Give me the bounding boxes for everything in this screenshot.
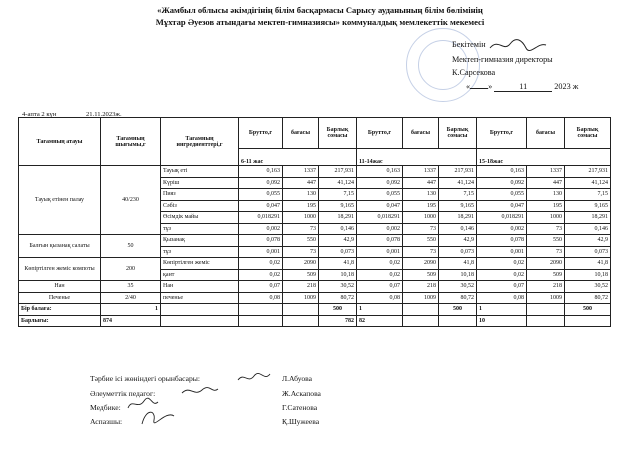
cell-price: 73 bbox=[403, 246, 439, 258]
signature-name-1: Л.Абуова bbox=[282, 374, 312, 383]
cell-gross: 0,047 bbox=[357, 200, 403, 212]
signature-role-2: Әлеуметтік педагог: bbox=[90, 389, 156, 398]
cell-gross: 0,078 bbox=[357, 235, 403, 247]
cell-total: 41,8 bbox=[439, 258, 477, 270]
col-price-2: бағасы bbox=[403, 118, 439, 149]
cell-total: 41,124 bbox=[319, 177, 357, 189]
cell-price: 1009 bbox=[403, 292, 439, 304]
signature-role-1: Тәрбие ісі жөніндегі орынбасары: bbox=[90, 374, 200, 383]
empty-cell bbox=[565, 315, 611, 327]
cell-price: 1000 bbox=[403, 212, 439, 224]
ingredient-name: Сәбіз bbox=[161, 200, 239, 212]
director-signature bbox=[488, 36, 548, 54]
date-month: 11 bbox=[494, 82, 552, 92]
empty-cell bbox=[403, 304, 439, 316]
ingredient-name: печенье bbox=[161, 292, 239, 304]
one-portion-value: 1 bbox=[357, 304, 403, 316]
cell-price: 509 bbox=[527, 269, 565, 281]
cell-total: 80,72 bbox=[565, 292, 611, 304]
cell-total: 80,72 bbox=[319, 292, 357, 304]
cell-total: 18,291 bbox=[439, 212, 477, 224]
table-row bbox=[19, 258, 611, 270]
cell-gross: 0,002 bbox=[239, 223, 283, 235]
table-row bbox=[19, 292, 611, 304]
cell-gross: 0,018291 bbox=[477, 212, 527, 224]
cell-total: 42,9 bbox=[439, 235, 477, 247]
ingredient-name: тұз bbox=[161, 223, 239, 235]
cell-total: 42,9 bbox=[319, 235, 357, 247]
empty-cell bbox=[239, 315, 283, 327]
cell-price: 2090 bbox=[527, 258, 565, 270]
dish-yield: 40/230 bbox=[101, 166, 161, 235]
totals-count: 874 bbox=[101, 315, 161, 327]
approval-label: Бекітемін bbox=[452, 40, 486, 49]
cell-price: 1000 bbox=[283, 212, 319, 224]
cell-price: 195 bbox=[283, 200, 319, 212]
cell-gross: 0,02 bbox=[477, 269, 527, 281]
col-total-3: Барлық сомасы bbox=[565, 118, 611, 149]
cell-gross: 0,047 bbox=[477, 200, 527, 212]
cell-gross: 0,055 bbox=[357, 189, 403, 201]
cell-price: 73 bbox=[527, 223, 565, 235]
cell-total: 0,073 bbox=[319, 246, 357, 258]
cell-price: 1337 bbox=[403, 166, 439, 178]
date-year: 2023 ж bbox=[554, 82, 579, 91]
cell-total: 9,165 bbox=[439, 200, 477, 212]
cell-gross: 0,055 bbox=[477, 189, 527, 201]
dish-name: Печенье bbox=[19, 292, 101, 304]
dish-yield: 35 bbox=[101, 281, 161, 293]
cell-price: 218 bbox=[403, 281, 439, 293]
cell-price: 130 bbox=[283, 189, 319, 201]
empty-cell bbox=[239, 304, 283, 316]
ingredient-name: Көпіртілген жеміс bbox=[161, 258, 239, 270]
empty-cell bbox=[439, 315, 477, 327]
signature-role-4: Аспазшы: bbox=[90, 417, 123, 426]
cell-gross: 0,001 bbox=[239, 246, 283, 258]
date-day bbox=[470, 88, 488, 89]
cell-total: 30,52 bbox=[565, 281, 611, 293]
pedagog-signature bbox=[180, 384, 220, 398]
cell-price: 550 bbox=[283, 235, 319, 247]
ingredient-name: Нан bbox=[161, 281, 239, 293]
cell-total: 41,8 bbox=[565, 258, 611, 270]
cook-signature bbox=[138, 406, 178, 428]
cell-total: 217,931 bbox=[565, 166, 611, 178]
totals-value: 82 bbox=[357, 315, 403, 327]
cell-gross: 0,163 bbox=[239, 166, 283, 178]
menu-date: 21.11.2023ж. bbox=[86, 111, 122, 118]
cell-gross: 0,07 bbox=[239, 281, 283, 293]
col-total-2: Барлық сомасы bbox=[439, 118, 477, 149]
cell-gross: 0,02 bbox=[477, 258, 527, 270]
cell-gross: 0,001 bbox=[357, 246, 403, 258]
cell-gross: 0,02 bbox=[357, 269, 403, 281]
cell-gross: 0,02 bbox=[239, 269, 283, 281]
cell-price: 447 bbox=[403, 177, 439, 189]
cell-total: 18,291 bbox=[319, 212, 357, 224]
cell-total: 41,124 bbox=[439, 177, 477, 189]
empty-cell bbox=[161, 304, 239, 316]
header-line-1: «Жамбыл облысы әкімдігінің білім басқармасы Сарысу ауданының білім бөлімінің bbox=[157, 5, 483, 15]
ingredient-name: Қызанақ bbox=[161, 235, 239, 247]
cell-gross: 0,092 bbox=[239, 177, 283, 189]
one-portion-row bbox=[19, 304, 611, 316]
dish-yield: 50 bbox=[101, 235, 161, 258]
cell-price: 195 bbox=[403, 200, 439, 212]
totals-row bbox=[19, 315, 611, 327]
cell-price: 73 bbox=[403, 223, 439, 235]
cell-total: 30,52 bbox=[439, 281, 477, 293]
col-total-1: Барлық сомасы bbox=[319, 118, 357, 149]
dish-name: Тауық етінен палау bbox=[19, 166, 101, 235]
cell-price: 218 bbox=[283, 281, 319, 293]
empty-cell bbox=[283, 304, 319, 316]
dish-name: Нан bbox=[19, 281, 101, 293]
age-group-2: 11-14жас bbox=[357, 149, 477, 166]
cell-total: 0,146 bbox=[565, 223, 611, 235]
menu-table bbox=[18, 117, 611, 327]
cell-price: 550 bbox=[527, 235, 565, 247]
cell-price: 1337 bbox=[283, 166, 319, 178]
signature-role-3: Медбике: bbox=[90, 403, 121, 412]
ingredient-name: тұз bbox=[161, 246, 239, 258]
cell-total: 9,165 bbox=[319, 200, 357, 212]
cell-gross: 0,078 bbox=[239, 235, 283, 247]
cell-price: 73 bbox=[527, 246, 565, 258]
cell-total: 41,124 bbox=[565, 177, 611, 189]
col-yield: Тағамның шығымы,г bbox=[101, 118, 161, 166]
dish-yield: 2/40 bbox=[101, 292, 161, 304]
cell-price: 130 bbox=[403, 189, 439, 201]
ingredient-name: Пияз bbox=[161, 189, 239, 201]
week-day: 4-апта 2 күн bbox=[22, 111, 57, 118]
cell-gross: 0,07 bbox=[357, 281, 403, 293]
approval-date: « » 11 2023 ж bbox=[466, 82, 579, 91]
cell-price: 2090 bbox=[283, 258, 319, 270]
col-name: Тағамның атауы bbox=[19, 118, 101, 166]
table-row bbox=[19, 166, 611, 178]
cell-total: 41,8 bbox=[319, 258, 357, 270]
one-portion-value: 500 bbox=[439, 304, 477, 316]
deputy-signature bbox=[236, 370, 272, 386]
cell-price: 550 bbox=[403, 235, 439, 247]
cell-total: 80,72 bbox=[439, 292, 477, 304]
cell-price: 447 bbox=[527, 177, 565, 189]
cell-gross: 0,092 bbox=[477, 177, 527, 189]
cell-gross: 0,092 bbox=[357, 177, 403, 189]
cell-price: 73 bbox=[283, 246, 319, 258]
cell-total: 0,146 bbox=[319, 223, 357, 235]
one-portion-count: 1 bbox=[101, 304, 161, 316]
cell-price: 509 bbox=[403, 269, 439, 281]
cell-gross: 0,002 bbox=[357, 223, 403, 235]
cell-gross: 0,08 bbox=[477, 292, 527, 304]
cell-price: 1000 bbox=[527, 212, 565, 224]
cell-gross: 0,047 bbox=[239, 200, 283, 212]
dish-name: Балғын қызанақ салаты bbox=[19, 235, 101, 258]
cell-total: 10,18 bbox=[565, 269, 611, 281]
cell-gross: 0,018291 bbox=[239, 212, 283, 224]
cell-total: 10,18 bbox=[439, 269, 477, 281]
ingredient-name: қант bbox=[161, 269, 239, 281]
cell-gross: 0,08 bbox=[239, 292, 283, 304]
one-portion-label: Бір балаға: bbox=[19, 304, 101, 316]
cell-gross: 0,02 bbox=[357, 258, 403, 270]
approval-position: Мектеп-гимназия директоры bbox=[452, 55, 553, 64]
cell-total: 9,165 bbox=[565, 200, 611, 212]
cell-total: 0,073 bbox=[565, 246, 611, 258]
col-price-1: бағасы bbox=[283, 118, 319, 149]
cell-price: 73 bbox=[283, 223, 319, 235]
col-ingredients: Тағамның ингредиенттері,г bbox=[161, 118, 239, 166]
cell-gross: 0,078 bbox=[477, 235, 527, 247]
cell-gross: 0,001 bbox=[477, 246, 527, 258]
cell-gross: 0,02 bbox=[239, 258, 283, 270]
col-price-3: бағасы bbox=[527, 118, 565, 149]
cell-price: 509 bbox=[283, 269, 319, 281]
cell-total: 0,146 bbox=[439, 223, 477, 235]
dish-name: Көпіртілген жеміс компоты bbox=[19, 258, 101, 281]
cell-gross: 0,163 bbox=[357, 166, 403, 178]
table-row bbox=[19, 281, 611, 293]
signature-name-4: Қ.Шужеева bbox=[282, 417, 320, 426]
empty-cell bbox=[161, 315, 239, 327]
cell-gross: 0,018291 bbox=[357, 212, 403, 224]
cell-price: 218 bbox=[527, 281, 565, 293]
ingredient-name: Өсімдік майы bbox=[161, 212, 239, 224]
cell-total: 30,52 bbox=[319, 281, 357, 293]
cell-price: 2090 bbox=[403, 258, 439, 270]
dish-yield: 200 bbox=[101, 258, 161, 281]
cell-total: 217,931 bbox=[319, 166, 357, 178]
cell-gross: 0,07 bbox=[477, 281, 527, 293]
table-row bbox=[19, 235, 611, 247]
col-gross-1: Брутто,г bbox=[239, 118, 283, 149]
empty-cell bbox=[527, 315, 565, 327]
ingredient-name: Күріш bbox=[161, 177, 239, 189]
signature-name-3: Г.Сатенова bbox=[282, 403, 318, 412]
age-group-3: 15-18жас bbox=[477, 149, 611, 166]
cell-total: 7,15 bbox=[439, 189, 477, 201]
cell-price: 195 bbox=[527, 200, 565, 212]
age-group-1: 6-11 жас bbox=[239, 149, 357, 166]
empty-cell bbox=[403, 315, 439, 327]
cell-gross: 0,055 bbox=[239, 189, 283, 201]
empty-cell bbox=[527, 304, 565, 316]
cell-price: 1337 bbox=[527, 166, 565, 178]
one-portion-value: 500 bbox=[565, 304, 611, 316]
cell-total: 18,291 bbox=[565, 212, 611, 224]
col-gross-2: Брутто,г bbox=[357, 118, 403, 149]
empty-cell bbox=[283, 315, 319, 327]
cell-total: 10,18 bbox=[319, 269, 357, 281]
signature-name-2: Ж.Аскапова bbox=[282, 389, 321, 398]
totals-label: Барлығы: bbox=[19, 315, 101, 327]
cell-price: 130 bbox=[527, 189, 565, 201]
totals-value: 782 bbox=[319, 315, 357, 327]
cell-gross: 0,163 bbox=[477, 166, 527, 178]
cell-gross: 0,08 bbox=[357, 292, 403, 304]
totals-value: 10 bbox=[477, 315, 527, 327]
cell-total: 0,073 bbox=[439, 246, 477, 258]
cell-total: 7,15 bbox=[319, 189, 357, 201]
one-portion-value: 1 bbox=[477, 304, 527, 316]
header-line-2: Мұхтар Әуезов атындағы мектеп-гимназиясы» коммуналдық мемлекеттік мекемесі bbox=[155, 17, 485, 27]
cell-total: 7,15 bbox=[565, 189, 611, 201]
approval-name: К.Сарсекова bbox=[452, 68, 496, 77]
cell-total: 42,9 bbox=[565, 235, 611, 247]
header-row bbox=[19, 118, 611, 149]
cell-total: 217,931 bbox=[439, 166, 477, 178]
cell-gross: 0,002 bbox=[477, 223, 527, 235]
cell-price: 1009 bbox=[527, 292, 565, 304]
one-portion-value: 500 bbox=[319, 304, 357, 316]
cell-price: 447 bbox=[283, 177, 319, 189]
col-gross-3: Брутто,г bbox=[477, 118, 527, 149]
ingredient-name: Тауық еті bbox=[161, 166, 239, 178]
cell-price: 1009 bbox=[283, 292, 319, 304]
